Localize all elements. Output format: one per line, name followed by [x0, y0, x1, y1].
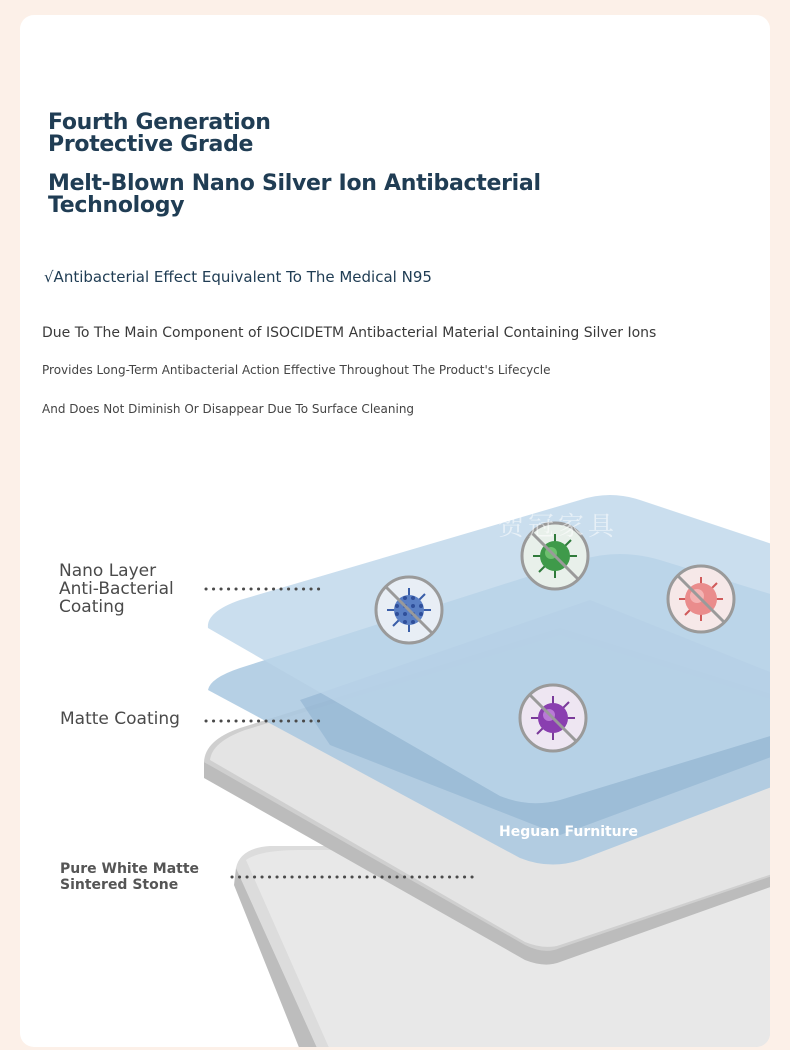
watermark: 贺冠家具 [498, 511, 619, 541]
stone-label-line-1: Pure White Matte [60, 861, 200, 877]
heading-line-4: Technology [48, 193, 185, 218]
heading-line-2: Protective Grade [48, 132, 254, 157]
brand-name: Heguan Furniture [499, 824, 639, 840]
nano-label-line-2: Anti-Bacterial [59, 579, 174, 599]
blue-virus-icon [376, 577, 442, 643]
heading-line-1: Fourth Generation [48, 110, 271, 135]
nano-label-line-1: Nano Layer [59, 561, 157, 581]
description-line-1: Due To The Main Component of ISOCIDETM Antibacterial Material Containing Silver Ions [42, 325, 657, 341]
purple-virus-icon [520, 685, 586, 751]
stone-label-line-2: Sintered Stone [60, 877, 179, 893]
description-line-2: Provides Long-Term Antibacterial Action Effective Throughout The Product's Lifecycle [42, 363, 551, 377]
red-virus-icon [668, 566, 734, 632]
description-line-3: And Does Not Diminish Or Disappear Due To Surface Cleaning [42, 402, 415, 416]
matte-coating-label: Matte Coating [60, 709, 180, 729]
nano-layer-label [59, 562, 174, 616]
n95-highlight: √Antibacterial Effect Equivalent To The Medical N95 [44, 268, 432, 286]
heading-line-3: Melt-Blown Nano Silver Ion Antibacterial [48, 171, 541, 196]
sintered-stone-label [60, 861, 199, 893]
nano-label-line-3: Coating [59, 597, 125, 617]
